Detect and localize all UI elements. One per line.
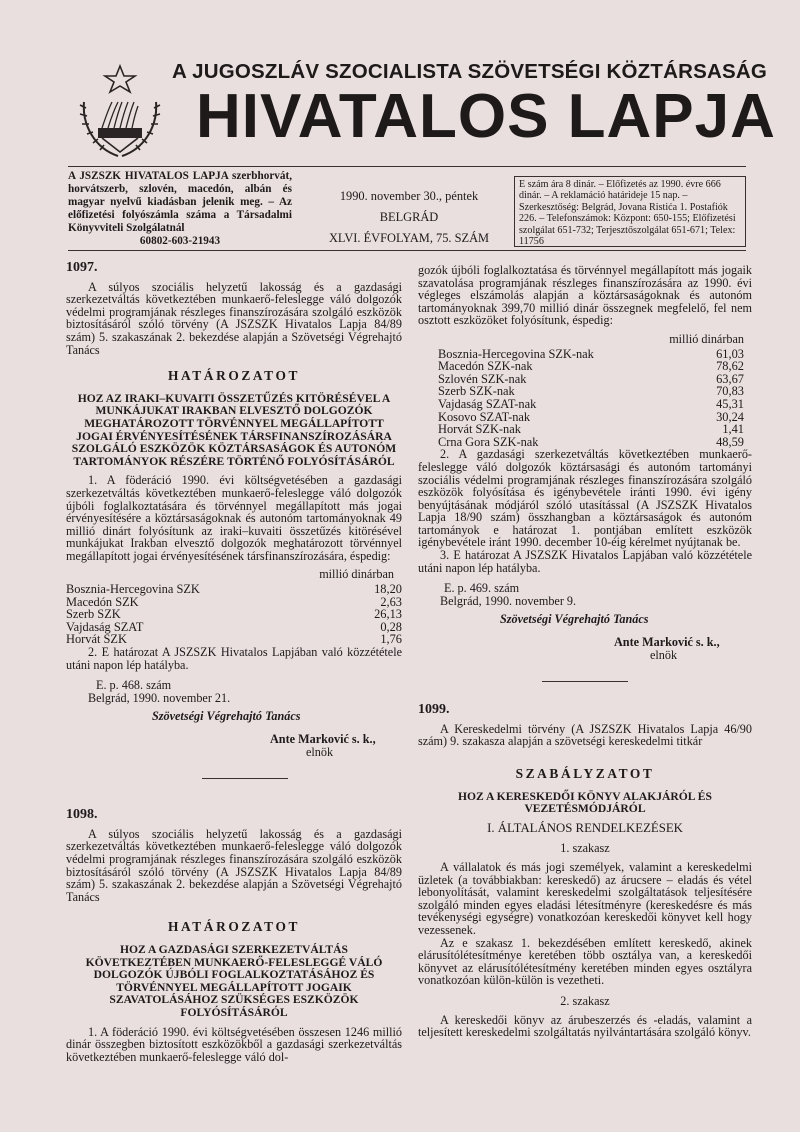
issue-date: 1990. november 30., péntek — [339, 189, 479, 203]
masthead — [68, 56, 776, 166]
document-subject: HOZ AZ IRAKI–KUVAITI ÖSSZETŰZÉS KITÖRÉSÉVEL A MUNKÁJUKAT IRAKBAN ELVESZTŐ DOLGOZÓK MEGHATÁROZOTT TÖRVÉNNYEL MEGÁLLAPÍTOTT JOGAI ÉRVÉNYESÍTÉSÉNEK TÁRSFINANSZÍROZÁSÁRA SZOLGÁLÓ ESZKÖZÖK KÖZTÁRSASÁGOK ÉS AUTONÓM TARTOMÁNYOK RÉSZÉRE TÖRTÉNŐ FOLYÓSÍTÁSÁRÓL — [71, 391, 397, 468]
document-intro: A Kereskedelmi törvény (A JSZSZK Hivatalos Lapja 46/90 szám) 9. szakasza alapján a szövetségi kereskedelmi titkár — [418, 721, 752, 749]
section-heading: 1. szakasz — [560, 841, 610, 856]
right-column — [418, 264, 752, 1039]
allocation-table — [438, 348, 744, 449]
table-unit: millió dinárban — [319, 567, 394, 582]
publication-info-text: A JSZSZK HIVATALOS LAPJA szerbhorvát, horvátszerb, szlovén, macedón, albán és magyar nyelvű kiadásban jelenik meg. – Az előfizetési folyószámla száma a Társadalmi Könyvviteli Szolgálatnál — [68, 170, 292, 235]
allocation-table — [66, 583, 402, 646]
issue-place: BELGRÁD — [379, 210, 439, 224]
gazette-title: HIVATALOS LAPJA — [196, 82, 776, 151]
table-cell-name: Bosznia-Hercegovina SZK-nak — [438, 346, 594, 361]
table-cell-name: Macedón SZK-nak — [438, 359, 533, 374]
document-number: 1097. — [66, 260, 98, 275]
document-heading: HATÁROZATOT — [167, 368, 301, 384]
table-cell-value: 61,03 — [716, 346, 744, 361]
header-bottom-rule — [68, 250, 746, 251]
table-cell-name: Bosznia-Hercegovina SZK — [66, 582, 200, 597]
table-cell-value: 1,41 — [722, 422, 744, 437]
paragraph: 2. E határozat A JSZSZK Hivatalos Lapjában való közzététele utáni napon lép hatályba. — [66, 645, 402, 672]
masthead-rule — [68, 166, 746, 167]
table-row — [438, 398, 744, 411]
table-row — [438, 360, 744, 373]
table-cell-value: 1,76 — [380, 632, 402, 647]
table-cell-value: 18,20 — [374, 582, 402, 597]
section-divider — [542, 681, 628, 682]
paragraph: 1. A föderáció 1990. évi költségvetésében összesen 1246 millió dinár összegben biztosított eszközökből a gazdasági szerkezetváltás következtében munkaerő-feleslegge váló dol- — [66, 1024, 402, 1064]
document-subject: HOZ A GAZDASÁGI SZERKEZETVÁLTÁS KÖVETKEZTÉBEN MUNKAERŐ-FELESLEGGÉ VÁLÓ DOLGOZÓK ÚJBÓLI FOGLALKOZTATÁSÁHOZ ÉS TÖRVÉNNYEL MEGÁLLAPÍTOTT JOGAIK SZAVATOLÁSÁHOZ SZÜKSÉGES ESZKÖZÖK FOLYÓSÍTÁSÁRÓL — [85, 942, 383, 1019]
place-date: Belgrád, 1990. november 9. — [440, 593, 577, 608]
paragraph: 2. A gazdasági szerkezetváltás következtében munkaerő-feleslegge váló dolgozók köztársasági és autonóm tartományi szociális védelmi programjának részleges finanszírozására szolgáló eszközök folyósítása és igénybevétele iránti 1990. évi igény benyújtásának módjáról szóló utasítással (A JSZSZK Hivatalos Lapja 18/90 szám) összhangban a köztársaságok és autonóm tartományok e határozat 1. pontjában említett eszközök igénybevétele iránt 1990. december 10-éig kérelmet nyújtanak be. — [418, 447, 752, 550]
gazette-supertitle: A JUGOSZLÁV SZOCIALISTA SZÖVETSÉGI KÖZTÁRSASÁG — [172, 60, 768, 83]
paragraph: Az e szakasz 1. bekezdésében említett kereskedő, akinek elárusítólétesítménye keretében több osztálya van, a kereskedői könyvet az elárusítólétesítmény keretében minden egyes osztályra vonatkozóan külön-külön is vezetheti. — [418, 935, 752, 988]
signer-title: elnök — [306, 744, 334, 759]
table-cell-name: Crna Gora SZK-nak — [438, 434, 539, 449]
section-heading: 2. szakasz — [560, 993, 610, 1008]
paragraph: A vállalatok és más jogi személyek, valamint a kereskedelmi üzletek (a továbbiakban: kereskedő) az árucsere – eladás és vétel lebonyolítását, valamint kereskedelmi szolgáltatások teljesítésére szolgáló minden egyes eladási létesítményre (kereskedésre és más tevékenységi egységre) vonatkozóan kereskedői könyvet kell hogy vezessenek. — [418, 859, 752, 937]
price-info-box: E szám ára 8 dinár. – Előfizetés az 1990. évre 666 dinár. – A reklamáció határideje 15 nap. – Szerkesztőség: Belgrád, Jovana Ristića 1. Postafiók 226. – Telefonszámok: Központ: 650-155; Előfizetési szolgálat 651-732; Terjesztőszolgálat 651-671; Telex: 11756 — [514, 176, 746, 247]
state-emblem-icon — [72, 62, 168, 162]
table-cell-name: Szerb SZK-nak — [438, 384, 515, 399]
document-number: 1099. — [418, 702, 450, 718]
table-cell-value: 2,63 — [380, 594, 402, 609]
document-intro: A súlyos szociális helyzetű lakosság és a gazdasági szerkezetváltás következtében munkaerő-feleslegge váló dolgozók védelmi programjának részleges finanszírozására szolgáló eszközök biztosításáról szóló törvény (A JSZSZK Hivatalos Lapja 84/89 szám) 5. szakaszának 2. bekezdése alapján a Szövetségi Végrehajtó Tanács — [66, 279, 402, 357]
document-heading: SZABÁLYZATOT — [515, 766, 655, 781]
signer-name: Ante Marković s. k., — [614, 635, 720, 650]
reference-number: E. p. 469. szám — [444, 581, 520, 596]
table-cell-value: 26,13 — [374, 607, 402, 622]
reference-number: E. p. 468. szám — [96, 678, 172, 693]
publication-info — [68, 170, 292, 249]
table-cell-value: 63,67 — [716, 371, 744, 386]
table-cell-value: 30,24 — [716, 409, 744, 424]
table-row — [438, 423, 744, 436]
table-cell-name: Vajdaság SZAT — [66, 619, 144, 634]
chapter-heading: I. ÁLTALÁNOS RENDELKEZÉSEK — [487, 820, 683, 835]
table-cell-value: 45,31 — [716, 396, 744, 411]
issue-volume: XLVI. ÉVFOLYAM, 75. SZÁM — [328, 231, 490, 245]
paragraph: 3. E határozat A JSZSZK Hivatalos Lapjában való közzététele utáni napon lép hatályba. — [418, 548, 752, 575]
signer-title: elnök — [650, 647, 678, 662]
left-column — [66, 262, 402, 1063]
table-cell-name: Kosovo SZAT-nak — [438, 409, 531, 424]
table-cell-name: Szerb SZK — [66, 607, 121, 622]
account-number: 60802-603-21943 — [139, 235, 221, 248]
table-cell-name: Macedón SZK — [66, 594, 139, 609]
table-cell-name: Horvát SZK — [66, 632, 127, 647]
signer-name: Ante Marković s. k., — [270, 732, 376, 746]
issue-info — [312, 186, 506, 249]
paragraph: A kereskedői könyv az árubeszerzés és -eladás, valamint a teljesített kereskedelmi szolgáltatás nyilvántartására szolgáló könyv. — [418, 1012, 752, 1040]
table-row — [66, 608, 402, 621]
table-cell-name: Vajdaság SZAT-nak — [438, 396, 537, 411]
table-unit: millió dinárban — [669, 331, 744, 346]
table-cell-value: 0,28 — [380, 619, 402, 634]
paragraph: 1. A föderáció 1990. évi költségvetésében a gazdasági szerkezetváltás következtében munkaerő-feleslegge váló dolgozók újbóli foglalkoztatására és törvénnyel megállapított más jogai érvényesítésére a köztársaságoknak és autonóm tartományoknak 49 millió dinárt folyósítunk az iraki–kuvaiti összetűzés kitörésével munkájukat Irakban elvesztő dolgozók meghatározott törvénnyel megállapított jogai érvényesítésének társfinanszírozására, éspedig: — [66, 473, 402, 563]
document-intro: A súlyos szociális helyzetű lakosság és a gazdasági szerkezetváltás következtében munkaerő-feleslegge váló dolgozók védelmi programjának részleges finanszírozására szolgáló eszközök biztosításáról szóló törvény (A JSZSZK Hivatalos Lapja 84/89 szám) 5. szakaszának 2. bekezdése alapján a Szövetségi Végrehajtó Tanács — [66, 826, 402, 904]
paragraph: gozók újbóli foglalkoztatása és törvénnyel megállapított más jogaik szavatolása programjának részleges finanszírozására az 1990. évi végleges elszámolás alapján a köztársaságoknak és autonóm tartományoknak 399,70 millió dinár összegnek megfelelő, fel nem osztott eszközöket folyósítunk, éspedig: — [418, 263, 752, 328]
table-cell-name: Horvát SZK-nak — [438, 422, 521, 437]
table-cell-name: Szlovén SZK-nak — [438, 371, 527, 386]
section-divider — [202, 778, 288, 779]
document-number: 1098. — [66, 807, 98, 823]
document-subject: HOZ A KERESKEDŐI KÖNYV ALAKJÁRÓL ÉS VEZETÉSMÓDJÁRÓL — [458, 789, 712, 816]
document-heading: HATÁROZATOT — [167, 919, 301, 935]
table-cell-value: 48,59 — [716, 434, 744, 449]
council-name: Szövetségi Végrehajtó Tanács — [500, 612, 649, 627]
table-cell-value: 70,83 — [716, 384, 744, 399]
council-name: Szövetségi Végrehajtó Tanács — [152, 709, 301, 724]
table-cell-value: 78,62 — [716, 359, 744, 374]
table-row — [66, 583, 402, 596]
place-date: Belgrád, 1990. november 21. — [88, 690, 231, 705]
